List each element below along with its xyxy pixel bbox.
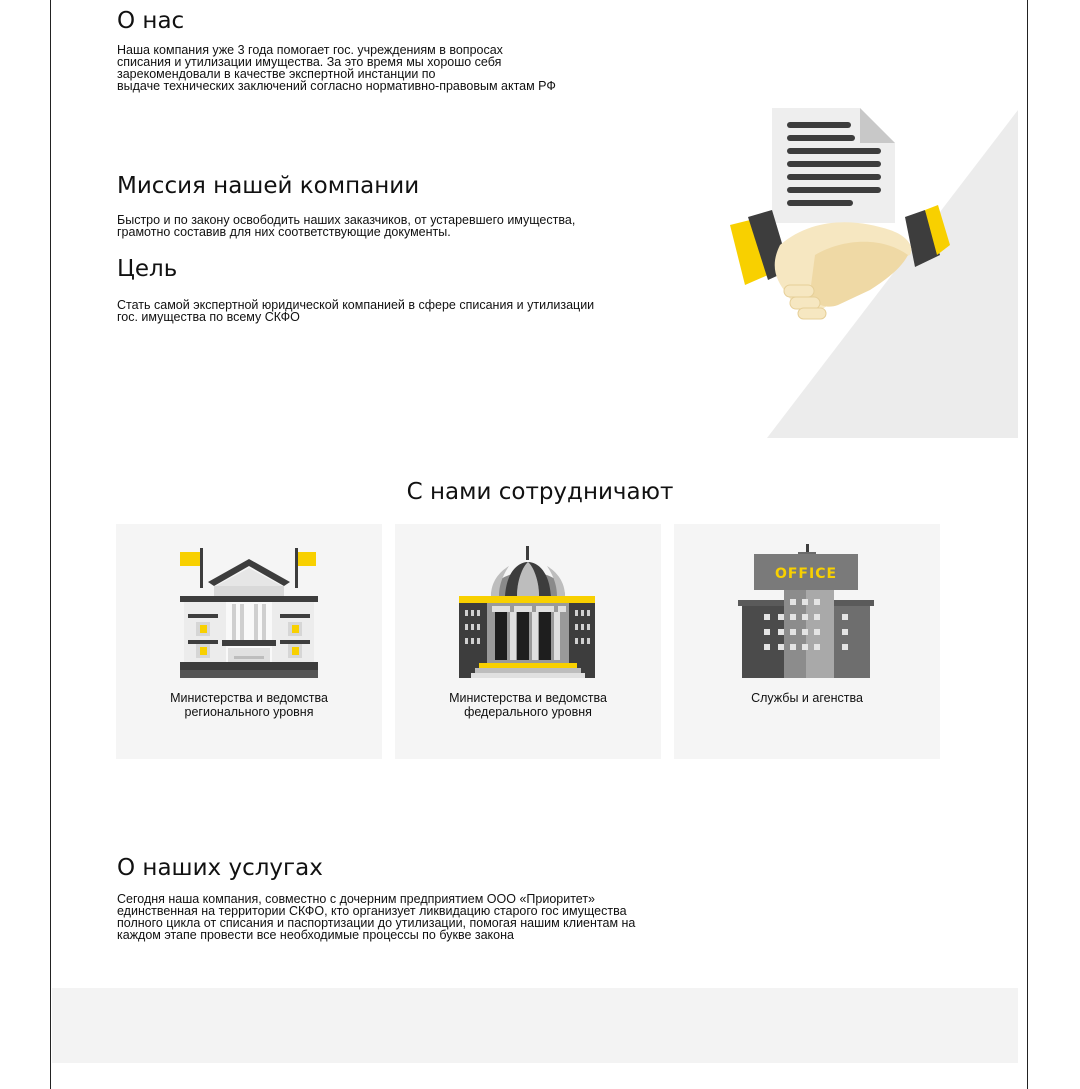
partners-title: С нами сотрудничают — [406, 479, 674, 505]
goal-text: Стать самой экспертной юридической компанией в сфере списания и утилизации гос. имущества по всему СКФО — [117, 298, 595, 324]
partner-card-label: Службы и агенства — [751, 691, 863, 705]
partner-card-services — [674, 524, 940, 759]
handshake-document-illustration — [720, 105, 1020, 440]
office-sign: OFFICE — [774, 566, 838, 582]
services-text: Сегодня наша компания, совместно с дочерним предприятием ООО «Приоритет» единственная на территории СКФО, кто организует ликвидацию старого гос имущества полного цикла от списания и паспортизации до утилизации, помогая нашим клиентам на каждом этапе провести все необходимые процессы по букве закона — [117, 892, 636, 942]
partner-card-regional — [116, 524, 382, 759]
about-text: Наша компания уже 3 года помогает гос. учреждениям в вопросах списания и утилизации имущества. За это время мы хорошо себя зарекомендовали в качестве экспертной инстанции по выдаче технических заключений согласно нормативно-правовым актам РФ — [117, 43, 556, 93]
office-building-icon — [674, 544, 940, 684]
goal-title: Цель — [117, 256, 178, 282]
federal-dome-building-icon — [395, 544, 661, 684]
regional-building-icon — [116, 544, 382, 684]
partner-card-label: Министерства и ведомства федерального уровня — [449, 691, 607, 719]
mission-text: Быстро и по закону освободить наших заказчиков, от устаревшего имущества, грамотно составив для них соответствующие документы. — [117, 213, 576, 239]
footer-band — [52, 988, 1018, 1063]
mission-title: Миссия нашей компании — [117, 173, 420, 199]
partner-card-federal — [395, 524, 661, 759]
services-title: О наших услугах — [117, 855, 323, 881]
partner-card-label: Министерства и ведомства регионального уровня — [170, 691, 328, 719]
about-title: О нас — [117, 8, 185, 34]
